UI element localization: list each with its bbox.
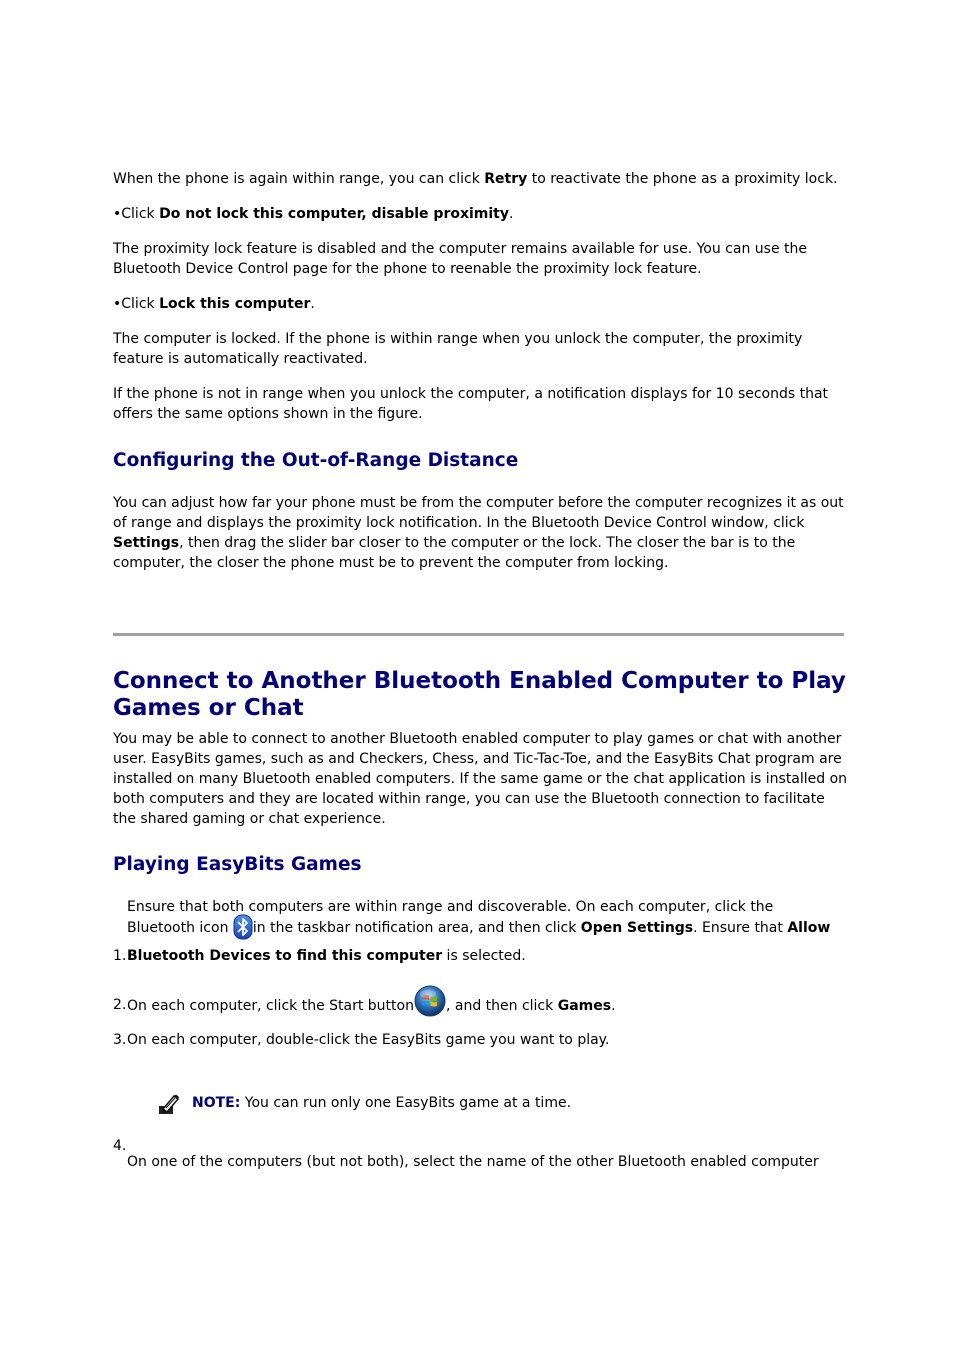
step-1-bluetooth-label: Bluetooth icon [127,920,233,936]
step-1-ensure-text: . Ensure that [693,920,788,936]
range-text-before: You can adjust how far your phone must be from the computer before the computer recognizes it as out of range and displays the proximity lock notification. In the Bluetooth Device Control window, click [113,495,844,531]
step-4-number: 4. [113,1138,127,1154]
disabled-description: The proximity lock feature is disabled and the computer remains available for use. You can use the Bluetooth Device Control page for the phone to reenable the proximity lock feature. [113,241,807,277]
step-2-after [446,980,616,1017]
bluetooth-icon[interactable] [233,914,253,940]
step-2-text [127,980,847,1017]
bullet-lock-prefix: •Click [113,296,160,312]
windows-start-icon[interactable] [414,985,446,1017]
step-1-allow-cont-bold: Bluetooth Devices to find this computer [127,948,443,964]
locked-description: The computer is locked. If the phone is within range when you unlock the computer, the proximity feature is automatically reactivated. [113,331,803,367]
step-3-text: On each computer, double-click the EasyBits game you want to play. [127,1032,610,1048]
step-1-open-settings-bold: Open Settings [580,920,694,936]
step-2-number: 2. [113,997,127,1013]
range-heading: Configuring the Out-of-Range Distance [113,450,519,471]
note-text [192,1093,792,1113]
retry-bold: Retry [484,171,528,187]
notification-description: If the phone is not in range when you unlock the computer, a notification displays for 10 seconds that offers the same options shown in the figure. [113,386,829,422]
note-label: NOTE: [192,1095,241,1111]
games-heading: Playing EasyBits Games [113,854,362,875]
bullet-lock-after: . [310,296,315,312]
range-settings-bold: Settings [113,535,180,551]
bullet-lock-computer [113,294,848,314]
bullet-disable-bold: Do not lock this computer, disable proximity [159,206,509,222]
range-text-after: , then drag the slider bar closer to the computer or the lock. The closer the bar is to the computer, the closer the phone must be to prevent the computer from locking. [113,535,796,571]
bullet-disable-proximity [113,204,848,224]
bullet-disable-after: . [509,206,514,222]
step-1-line-2 [127,914,847,939]
step-1-line-1: Ensure that both computers are within range and discoverable. On each computer, click the [127,899,774,915]
step-3-number: 3. [113,1032,127,1048]
range-paragraph [113,493,848,573]
connect-heading: Connect to Another Bluetooth Enabled Computer to Play Games or Chat [113,668,846,721]
retry-text-after: to reactivate the phone as a proximity lock. [527,171,838,187]
step-4-text: On one of the computers (but not both), select the name of the other Bluetooth enabled computer [127,1154,819,1170]
step-1-number: 1. [113,948,127,964]
connect-paragraph: You may be able to connect to another Bluetooth enabled computer to play games or chat with another user. EasyBits games, such as and Checkers, Chess, and Tic-Tac-Toe, and the EasyBits Chat program are installed on many Bluetooth enabled computers. If the same game or the chat application is installed on both computers and they are located within range, you can use the Bluetooth connection to facilitate the shared gaming or chat experience. [113,731,848,827]
retry-paragraph [113,169,848,189]
step-2-games-bold: Games [557,998,612,1014]
step-2-after-text: , and then click [445,998,558,1014]
section-divider [113,633,844,636]
step-2-end: . [611,998,616,1014]
step-1-line-3 [127,946,847,966]
step-2-before: On each computer, click the Start button [127,998,414,1014]
bullet-disable-prefix: •Click [113,206,160,222]
retry-text-before: When the phone is again within range, you can click [113,171,485,187]
bullet-lock-bold: Lock this computer [159,296,311,312]
step-1-allow-bold: Allow [787,920,831,936]
step-1-selected-text: is selected. [442,948,526,964]
note-pencil-icon [158,1093,180,1115]
note-body: You can run only one EasyBits game at a time. [240,1095,572,1111]
step-1-taskbar-text: in the taskbar notification area, and then click [252,920,581,936]
